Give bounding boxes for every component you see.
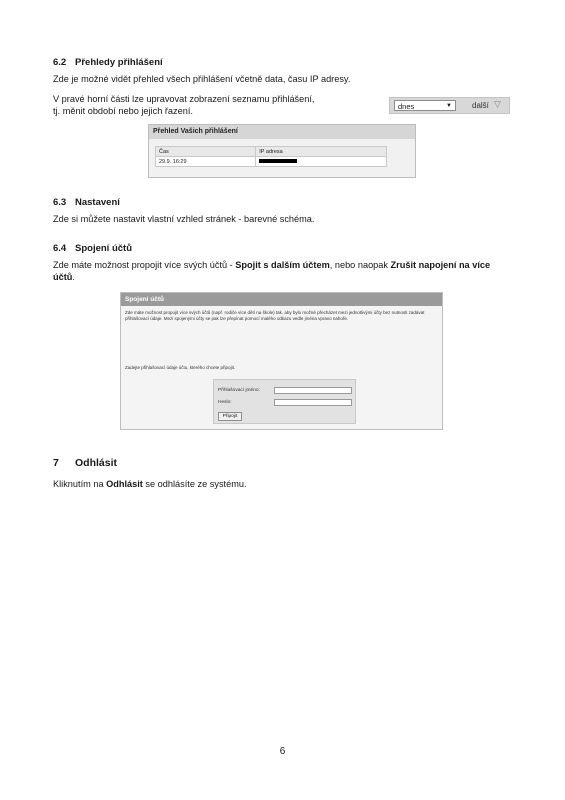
- section-6-4-paragraph: [53, 259, 513, 283]
- section-6-2-line2: V pravé horní části lze upravovat zobrazení seznamu přihlášení,: [53, 94, 315, 104]
- link-form: [213, 379, 356, 424]
- section-6-2-line3: tj. měnit období nebo jejich řazení.: [53, 106, 193, 116]
- login-overview-panel: [148, 124, 416, 178]
- connect-button[interactable]: Připojit: [218, 412, 242, 421]
- panel-title: Přehled Vašich přihlášení: [149, 125, 415, 139]
- period-select[interactable]: [394, 100, 456, 111]
- text-run: Zde máte možnost propojit více svých účtů -: [53, 260, 236, 270]
- section-6-2-line1: Zde je možné vidět přehled všech přihlášení včetně data, času IP adresy.: [53, 74, 351, 84]
- section-6-3-line1: Zde si můžete nastavit vlastní vzhled stránek - barevné schéma.: [53, 214, 315, 224]
- table-header-row: [156, 147, 387, 157]
- panel-description: Zde máte možnost propojit více svých účtů (např. rodiče více dětí na škole) tak, aby bylo možné přecházet mezi jednotlivými účty bez nutnosti zadávat přihlašovací údaje. Mezi spojenými účty se pak lze přepínat pomocí malého odkazu vedle jména vpravo nahoře.: [125, 310, 425, 321]
- section-number: 6.3: [53, 197, 67, 208]
- section-7-paragraph: [53, 478, 247, 490]
- ip-address-cell: [256, 157, 387, 167]
- section-6-2-heading: [53, 57, 163, 68]
- password-label: Heslo:: [218, 400, 232, 405]
- section-title: Spojení účtů: [75, 243, 132, 254]
- text-run: .: [72, 272, 75, 282]
- login-time: 29.9. 16:29: [156, 157, 256, 167]
- section-number: 6.2: [53, 57, 67, 68]
- sort-down-icon[interactable]: ▽: [494, 99, 501, 109]
- section-6-3-heading: [53, 197, 120, 208]
- logout-term: Odhlásit: [106, 479, 143, 489]
- page-number: 6: [279, 746, 286, 757]
- section-number: 6.4: [53, 243, 67, 254]
- link-accounts-term: Spojit s dalším účtem: [235, 260, 330, 270]
- section-title: Nastavení: [75, 197, 120, 208]
- password-input[interactable]: [274, 399, 352, 406]
- text-run: , nebo naopak: [329, 260, 391, 270]
- next-link[interactable]: další: [472, 101, 489, 110]
- table-row: [156, 157, 387, 167]
- period-filter: [389, 97, 510, 114]
- link-accounts-panel: [120, 292, 443, 430]
- column-header-ip: IP adresa: [256, 147, 387, 157]
- section-title: Přehledy přihlášení: [75, 57, 163, 68]
- username-label: Přihlašovací jméno:: [218, 388, 260, 393]
- section-7-heading: [53, 457, 117, 469]
- section-6-4-heading: [53, 243, 132, 254]
- panel-prompt: Zadejte přihlašovací údaje účtu, kterého chcete připojit.: [125, 365, 236, 370]
- column-header-time: Čas: [156, 147, 256, 157]
- login-table: [155, 146, 387, 167]
- text-run: Kliknutím na: [53, 479, 107, 489]
- section-title: Odhlásit: [75, 457, 118, 469]
- panel-title: Spojení účtů: [121, 293, 442, 306]
- unlink-accounts-term: Zrušit napojení na více účtů: [53, 260, 491, 282]
- chevron-down-icon: ▼: [446, 103, 452, 109]
- username-input[interactable]: [274, 387, 352, 394]
- section-number: 7: [53, 457, 59, 469]
- redacted-ip: [259, 159, 297, 163]
- text-run: se odhlásíte ze systému.: [142, 479, 247, 489]
- period-select-value: dnes: [398, 102, 415, 111]
